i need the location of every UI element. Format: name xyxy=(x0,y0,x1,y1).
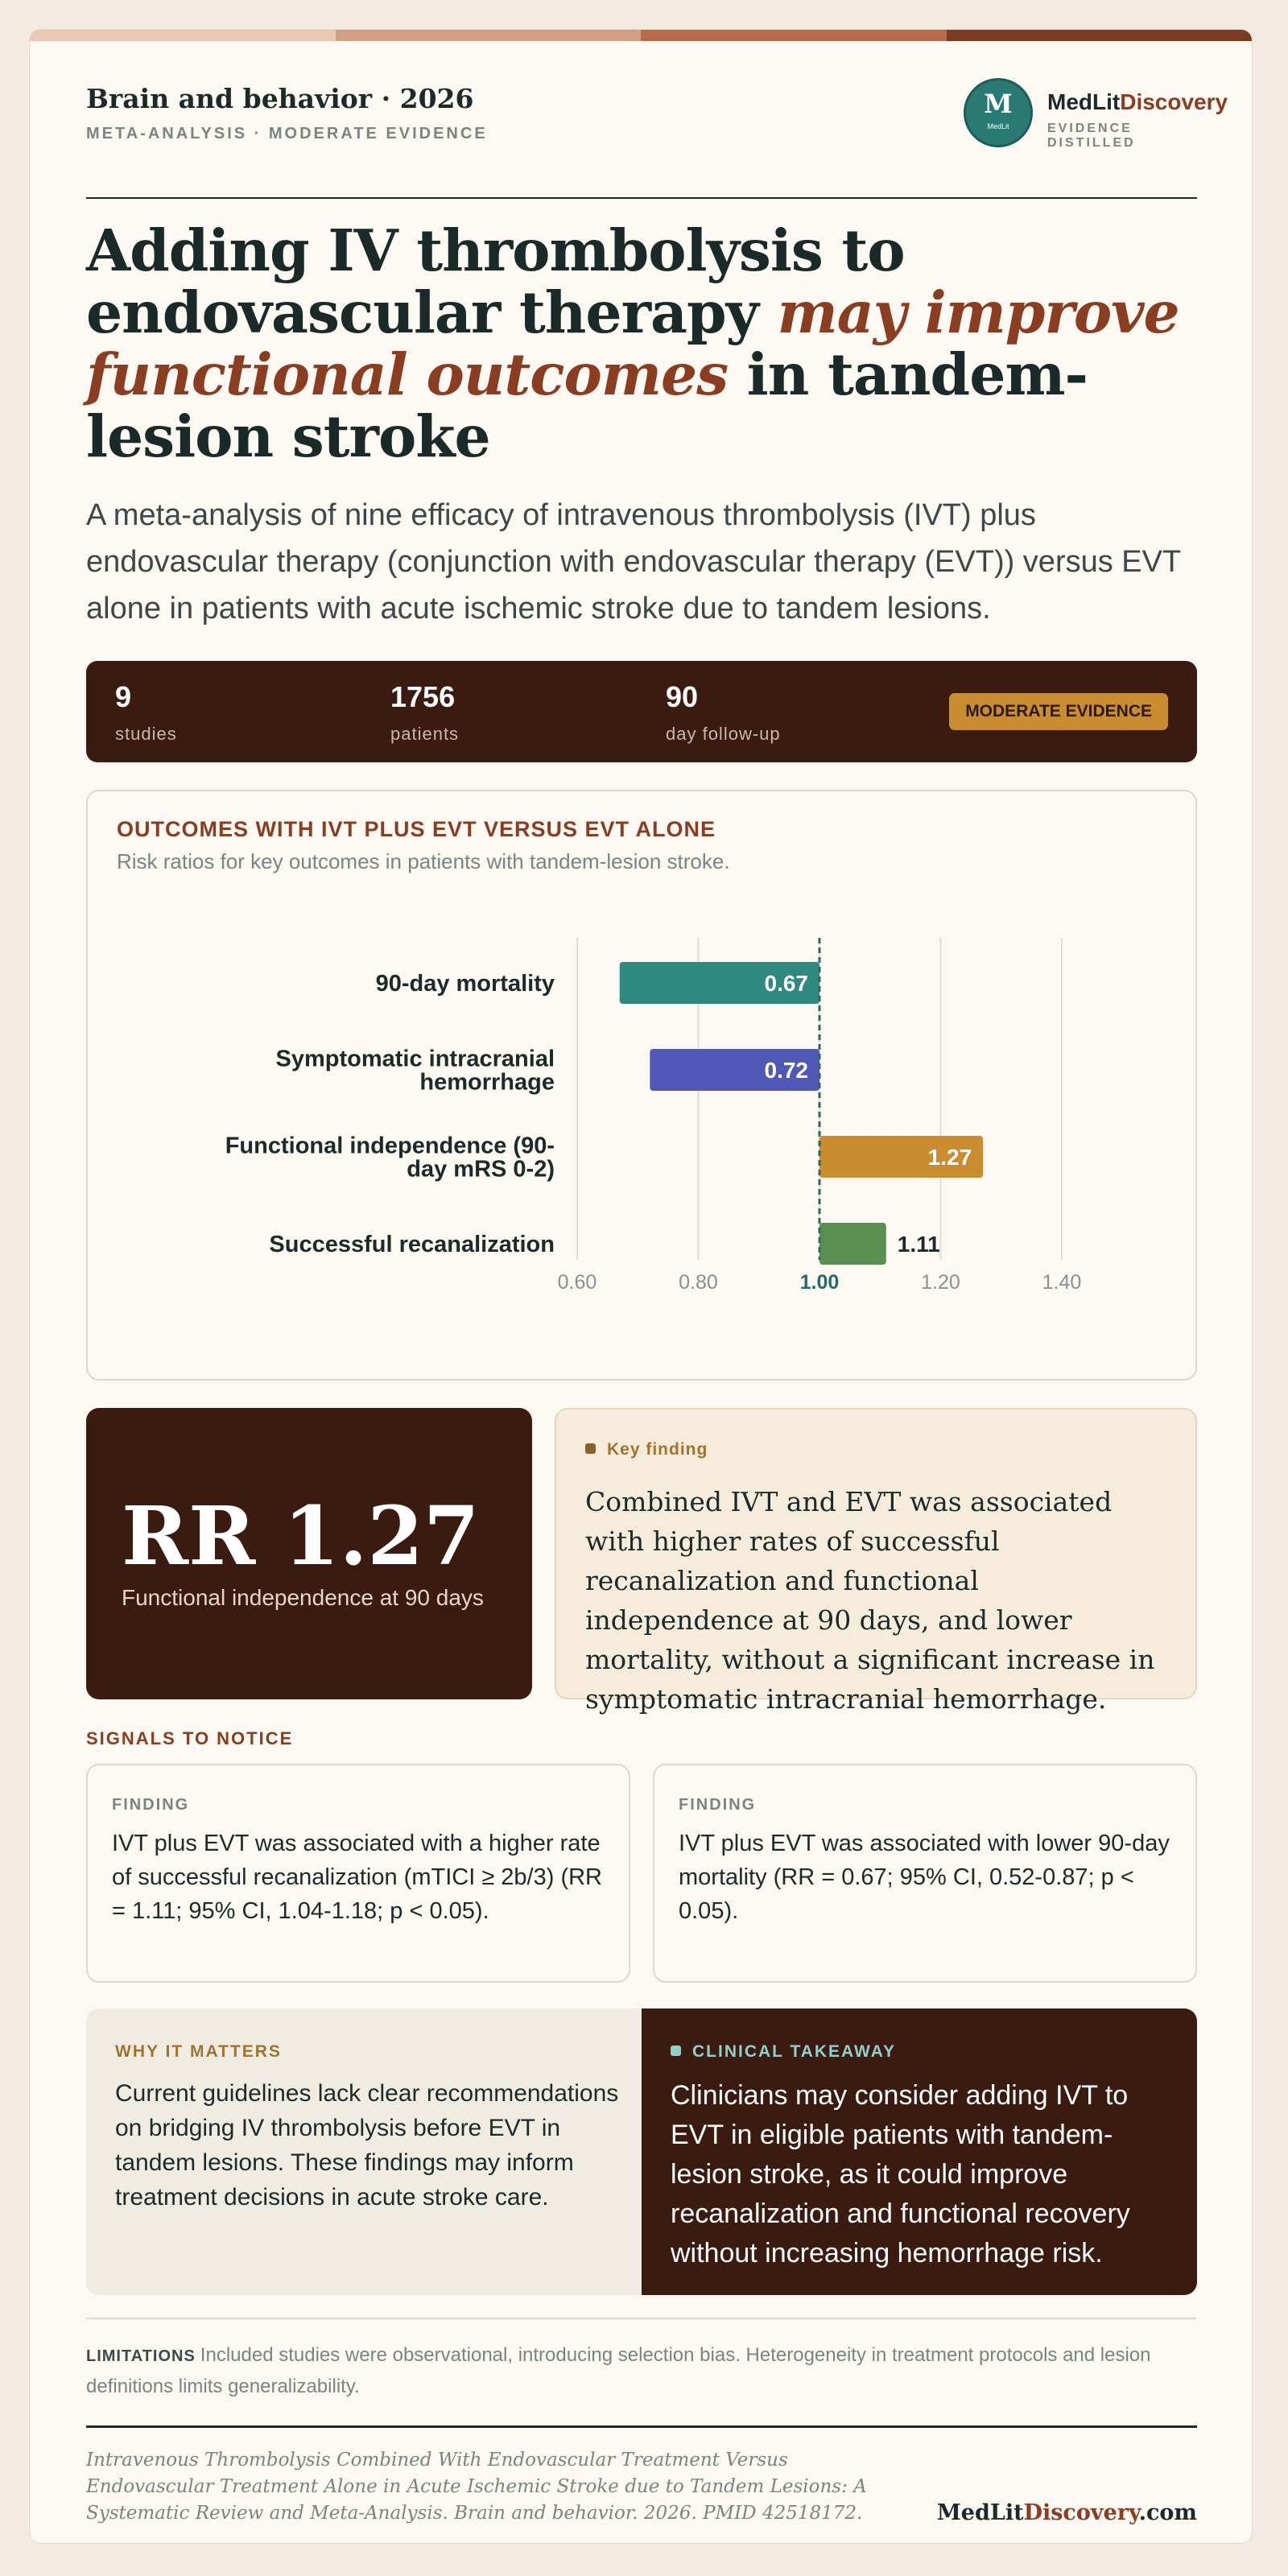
color-stripe xyxy=(30,30,1252,41)
tick-label: 1.20 xyxy=(921,1271,960,1294)
outcomes-chart xyxy=(88,791,1195,1379)
finding-card xyxy=(653,1764,1197,1983)
finding-label: FINDING xyxy=(112,1796,190,1814)
clinical-takeaway-panel xyxy=(642,2008,1197,2295)
rr-highlight xyxy=(86,1408,532,1699)
key-finding-label-text: Key finding xyxy=(607,1440,708,1459)
stat-label: day follow-up xyxy=(666,724,781,744)
stats-bar xyxy=(86,661,1197,762)
square-bullet-icon xyxy=(585,1443,596,1454)
stat-label: patients xyxy=(390,724,460,744)
category-label: Successful recanalization xyxy=(269,1232,555,1257)
stripe-segment xyxy=(641,30,947,41)
brand-part-a: MedLit xyxy=(1047,89,1121,114)
category-label: Symptomatic intracranial xyxy=(275,1046,555,1072)
lede-paragraph: A meta-analysis of nine efficacy of intravenous thrombolysis (IVT) plus endovascular therapy (conjunction with endovascular therapy (EVT)) versus EVT alone in patients with acute ischemic stroke due to tandem lesions. xyxy=(86,498,1181,625)
site-part-c: .com xyxy=(1138,2500,1197,2525)
stat-value: 90 xyxy=(666,680,699,713)
data-label: 1.27 xyxy=(927,1145,972,1170)
data-label: 0.72 xyxy=(764,1058,808,1083)
square-bullet-icon xyxy=(671,2046,681,2056)
why-label: WHY IT MATTERS xyxy=(115,2042,282,2061)
title-part-1: Adding IV thrombolysis to endovascular therapy xyxy=(86,217,905,346)
study-meta: META-ANALYSIS · MODERATE EVIDENCE xyxy=(86,125,488,142)
finding-card xyxy=(86,1764,630,1983)
finding-text: IVT plus EVT was associated with lower 90-day mortality (RR = 0.67; 95% CI, 0.52-0.87; p < 0.05). xyxy=(679,1831,1170,1924)
data-label: 0.67 xyxy=(764,971,808,996)
stat-studies xyxy=(115,680,177,745)
category-label: Functional independence (90- xyxy=(225,1133,555,1159)
chart-subtitle: Risk ratios for key outcomes in patients with tandem-lesion stroke. xyxy=(117,849,730,873)
stat-value: 1756 xyxy=(390,680,456,713)
summary-card xyxy=(29,29,1253,2544)
signals-heading: SIGNALS TO NOTICE xyxy=(86,1728,294,1748)
citation: Intravenous Thrombolysis Combined With Endovascular Treatment Versus Endovascular Treatment Alone in Acute Ischemic Stroke due to Tandem Lesions: A Systematic Review and Meta-Analysis. Brain and behavior. 2026. PMID 42518172. xyxy=(86,2450,867,2524)
stat-label: studies xyxy=(115,724,177,744)
evidence-badge: MODERATE EVIDENCE xyxy=(949,693,1168,730)
logo-icon xyxy=(964,78,1033,147)
why-text: Current guidelines lack clear recommendations on bridging IV thrombolysis before EVT in tandem lesions. These findings may inform treatment decisions in acute stroke care. xyxy=(115,2080,619,2211)
why-it-matters-panel xyxy=(86,2008,642,2295)
limitations-label: LIMITATIONS xyxy=(86,2347,196,2365)
stat-follow-up xyxy=(666,680,781,745)
rr-value: RR 1.27 xyxy=(122,1488,480,1583)
site-part-a: MedLit xyxy=(936,2500,1024,2525)
page-title xyxy=(86,217,1197,470)
data-label: 1.11 xyxy=(897,1232,940,1257)
tick-label: 0.80 xyxy=(679,1271,718,1294)
stripe-segment xyxy=(30,30,336,41)
key-finding-label xyxy=(585,1440,708,1459)
category-label: day mRS 0-2) xyxy=(407,1156,555,1183)
finding-label: FINDING xyxy=(679,1796,757,1814)
brand-name[interactable] xyxy=(1047,89,1228,115)
header xyxy=(86,41,1228,199)
category-label: 90-day mortality xyxy=(375,971,555,997)
title-highlight: may improve functional outcomes xyxy=(86,279,1179,408)
footer xyxy=(86,2425,1197,2525)
stat-patients xyxy=(390,680,459,745)
takeaway-label xyxy=(671,2042,896,2062)
category-label: hemorrhage xyxy=(419,1069,555,1096)
brand-part-b: Discovery xyxy=(1120,89,1228,114)
rr-label: Functional independence at 90 days xyxy=(122,1585,484,1610)
tick-label: 0.60 xyxy=(557,1271,597,1294)
title-part-2: in tandem-lesion stroke xyxy=(86,341,1088,470)
brand-tagline: EVIDENCE DISTILLED xyxy=(1047,122,1136,150)
outcomes-chart-card xyxy=(86,790,1197,1381)
site-link[interactable] xyxy=(937,2500,1197,2525)
tick-label: 1.40 xyxy=(1042,1271,1082,1294)
key-finding-box xyxy=(555,1408,1197,1715)
logo-small-text: MedLit xyxy=(987,122,1009,130)
stripe-segment xyxy=(947,30,1253,41)
tick-label: 1.00 xyxy=(799,1271,840,1294)
site-part-b: Discovery xyxy=(1023,2500,1139,2525)
takeaway-label-text: CLINICAL TAKEAWAY xyxy=(692,2042,896,2061)
logo-letter: M xyxy=(984,89,1013,119)
chart-title: OUTCOMES WITH IVT PLUS EVT VERSUS EVT ALONE xyxy=(117,817,716,841)
key-finding-text: Combined IVT and EVT was associated with higher rates of successful recanalization and functional independence at 90 days, and lower mortality, without a significant increase in symptomatic intracranial hemorrhage. xyxy=(585,1486,1155,1715)
limitations xyxy=(86,2318,1197,2402)
bar xyxy=(819,1223,886,1265)
stripe-segment xyxy=(336,30,642,41)
journal-name: Brain and behavior · 2026 xyxy=(86,83,474,114)
limitations-text: Included studies were observational, introducing selection bias. Heterogeneity in treatment protocols and lesion definitions limits generalizability. xyxy=(86,2344,1151,2397)
finding-text: IVT plus EVT was associated with a higher rate of successful recanalization (mTICI ≥ 2b/3) (RR = 1.11; 95% CI, 1.04-1.18; p < 0.05). xyxy=(112,1831,602,1924)
takeaway-text: Clinicians may consider adding IVT to EVT in eligible patients with tandem-lesion stroke, as it could improve recanalization and functional recovery without increasing hemorrhage risk. xyxy=(671,2080,1130,2268)
stat-value: 9 xyxy=(115,680,132,713)
